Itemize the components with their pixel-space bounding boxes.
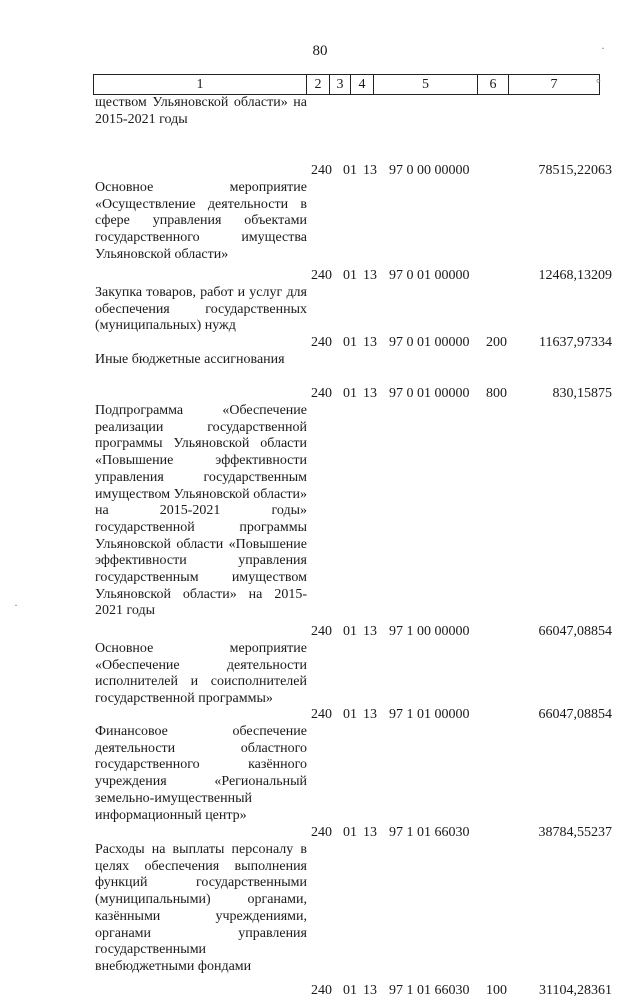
row-amount: 66047,08854 [538,624,612,639]
row-amount: 78515,22063 [538,163,612,178]
table-row [0,386,640,619]
row-subsection: 13 [363,707,377,722]
row-grbs: 240 [311,983,332,998]
row-section: 01 [343,335,357,350]
row-description: Закупка товаров, работ и услуг для обеспечения государственных (муниципальных) нужд [95,285,307,334]
row-description: ществом Ульяновской области» на 2015-2021 годы [95,95,307,127]
row-section: 01 [343,624,357,639]
table-row [0,335,640,367]
header-col-5: 5 [374,75,478,95]
page-number: 80 [312,43,328,59]
header-col-1: 1 [94,75,307,95]
row-section: 01 [343,386,357,401]
table-row [0,268,640,334]
table-row [0,624,640,707]
row-description: Основное мероприятие «Осуществление деятельности в сфере управления объектами государственного имущества Ульяновской области» [95,180,307,262]
row-subsection: 13 [363,983,377,998]
row-description: Иные бюджетные ассигнования [95,352,285,367]
row-target-article: 97 1 01 66030 [389,825,470,840]
row-subsection: 13 [363,268,377,283]
row-section: 01 [343,163,357,178]
row-amount: 830,15875 [552,386,612,401]
row-section: 01 [343,825,357,840]
table-row [0,95,640,129]
row-target-article: 97 1 01 00000 [389,707,470,722]
row-section: 01 [343,707,357,722]
header-col-6: 6 [478,75,509,95]
row-grbs: 240 [311,163,332,178]
row-expense-type: 200 [486,335,507,350]
table-row [0,707,640,823]
row-description: Финансовое обеспечение деятельности областного государственного казённого учреждения «Региональный земельно-имущественный информационный центр» [95,724,307,823]
header-col-4: 4 [351,75,374,95]
row-grbs: 240 [311,335,332,350]
row-section: 01 [343,983,357,998]
column-header-table [93,74,600,95]
table-body [0,95,640,998]
row-target-article: 97 0 01 00000 [389,386,470,401]
row-grbs: 240 [311,386,332,401]
scan-speck-icon: · [601,41,605,55]
row-subsection: 13 [363,386,377,401]
row-subsection: 13 [363,335,377,350]
row-target-article: 97 0 01 00000 [389,268,470,283]
table-row [0,825,640,974]
row-amount: 11637,97334 [539,335,612,350]
row-grbs: 240 [311,268,332,283]
row-target-article: 97 1 00 00000 [389,624,470,639]
scan-speck-icon: ° [596,76,601,90]
row-description: Подпрограмма «Обеспечение реализации государственной программы Ульяновской области «Повышение эффективности управления государственным имуществом Ульяновской области» на 2015-2021 годы» государственной программы Ульяновской области «Повышение эффективности управления государственным имуществом Ульяновской области» на 2015-2021 годы [95,403,307,619]
header-col-7: 7 [509,75,600,95]
row-description: Основное мероприятие «Обеспечение деятельности исполнителей и соисполнителей государственной программы» [95,641,307,707]
row-target-article: 97 0 01 00000 [389,335,470,350]
scan-speck-icon: · [14,598,18,612]
row-expense-type: 800 [486,386,507,401]
header-col-2: 2 [307,75,330,95]
row-section: 01 [343,268,357,283]
row-grbs: 240 [311,707,332,722]
row-target-article: 97 1 01 66030 [389,983,470,998]
row-grbs: 240 [311,825,332,840]
row-subsection: 13 [363,825,377,840]
row-target-article: 97 0 00 00000 [389,163,470,178]
row-amount: 12468,13209 [538,268,612,283]
row-subsection: 13 [363,163,377,178]
header-col-3: 3 [330,75,351,95]
row-amount: 66047,08854 [538,707,612,722]
row-grbs: 240 [311,624,332,639]
row-description: Расходы на выплаты персоналу в целях обеспечения выполнения функций государственными (муниципальными) органами, казёнными учреждениями, органами управления государственными внебюджетными фондами [95,842,307,974]
row-amount: 38784,55237 [538,825,612,840]
row-subsection: 13 [363,624,377,639]
table-row [0,163,640,262]
row-expense-type: 100 [486,983,507,998]
table-row [0,983,640,1000]
row-amount: 31104,28361 [539,983,612,998]
